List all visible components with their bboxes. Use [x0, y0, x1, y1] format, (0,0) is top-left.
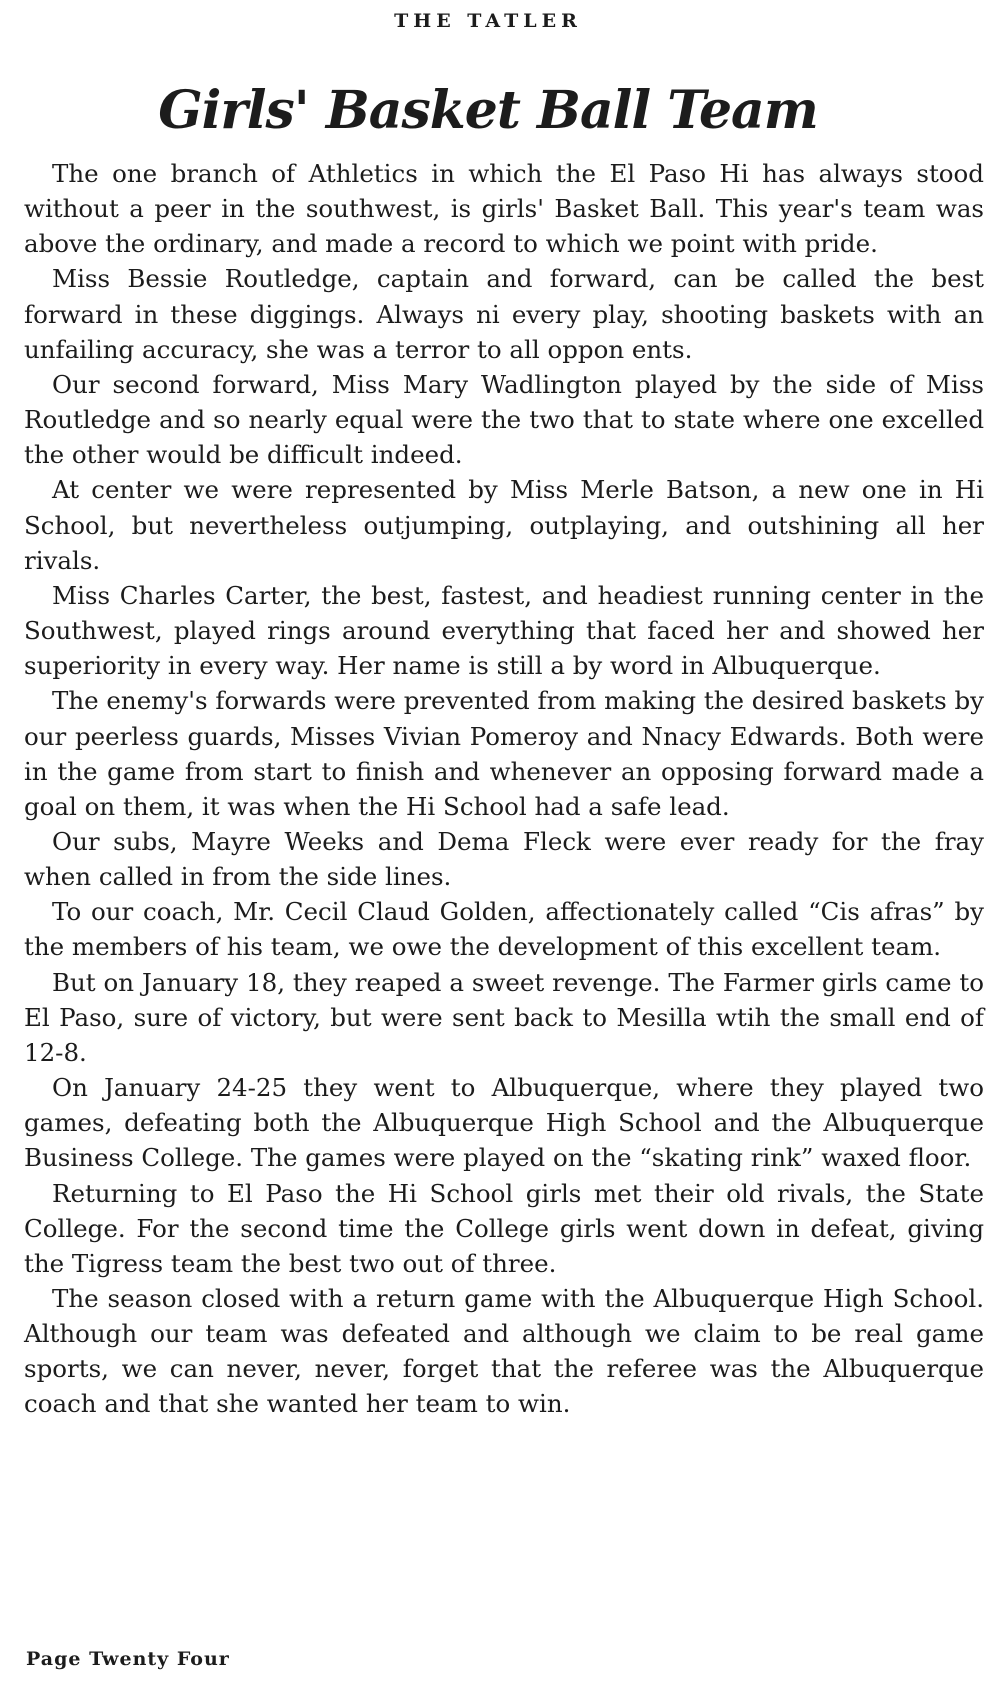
paragraph: Miss Bessie Routledge, captain and forward, can be called the best forward in these diggings. Always ni every play, shooting baskets with an unfailing accuracy, she was a terror to all oppon ents.: [24, 264, 984, 364]
paragraph: At center we were represented by Miss Merle Batson, a new one in Hi School, but nevertheless outjumping, outplaying, and outshining all her rivals.: [24, 475, 984, 575]
paragraph: On January 24-25 they went to Albuquerque, where they played two games, defeating both the Albuquerque High School and the Albuquerque Business College. The games were played on the “skating rink” waxed floor.: [24, 1073, 984, 1173]
paragraph: The season closed with a return game with the Albuquerque High School. Although our team was defeated and although we claim to be real game sports, we can never, never, forget that the referee was the Albuquerque coach and that she wanted her team to win.: [24, 1284, 984, 1419]
paragraph: The one branch of Athletics in which the El Paso Hi has always stood without a peer in the southwest, is girls' Basket Ball. This year's team was above the ordinary, and made a record to which we point with pride.: [24, 159, 984, 259]
article-title: Girls' Basket Ball Team: [158, 80, 818, 141]
paragraph: Our subs, Mayre Weeks and Dema Fleck were ever ready for the fray when called in from the side lines.: [24, 826, 984, 892]
paragraph: Returning to El Paso the Hi School girls met their old rivals, the State College. For the second time the College girls went down in defeat, giving the Tigress team the best two out of three.: [24, 1178, 984, 1278]
paragraph: But on January 18, they reaped a sweet revenge. The Farmer girls came to El Paso, sure of victory, but were sent back to Mesilla wtih the small end of 12-8.: [24, 967, 984, 1067]
paragraph: To our coach, Mr. Cecil Claud Golden, affectionately called “Cis afras” by the members of his team, we owe the development of this excellent team.: [24, 897, 984, 962]
article-body: [24, 156, 984, 1422]
paragraph: The enemy's forwards were prevented from making the desired baskets by our peerless guards, Misses Vivian Pomeroy and Nnacy Edwards. Both were in the game from start to finish and whenever an opposing forward made a goal on them, it was when the Hi School had a safe lead.: [24, 686, 984, 821]
running-head: THE TATLER: [394, 10, 582, 32]
page-number: Page Twenty Four: [26, 1648, 230, 1670]
paragraph: Our second forward, Miss Mary Wadlington played by the side of Miss Routledge and so nearly equal were the two that to state where one excelled the other would be difficult indeed.: [24, 369, 984, 470]
paragraph: Miss Charles Carter, the best, fastest, and headiest running center in the Southwest, played rings around everything that faced her and showed her superiority in every way. Her name is still a by word in Albuquerque.: [24, 580, 984, 681]
